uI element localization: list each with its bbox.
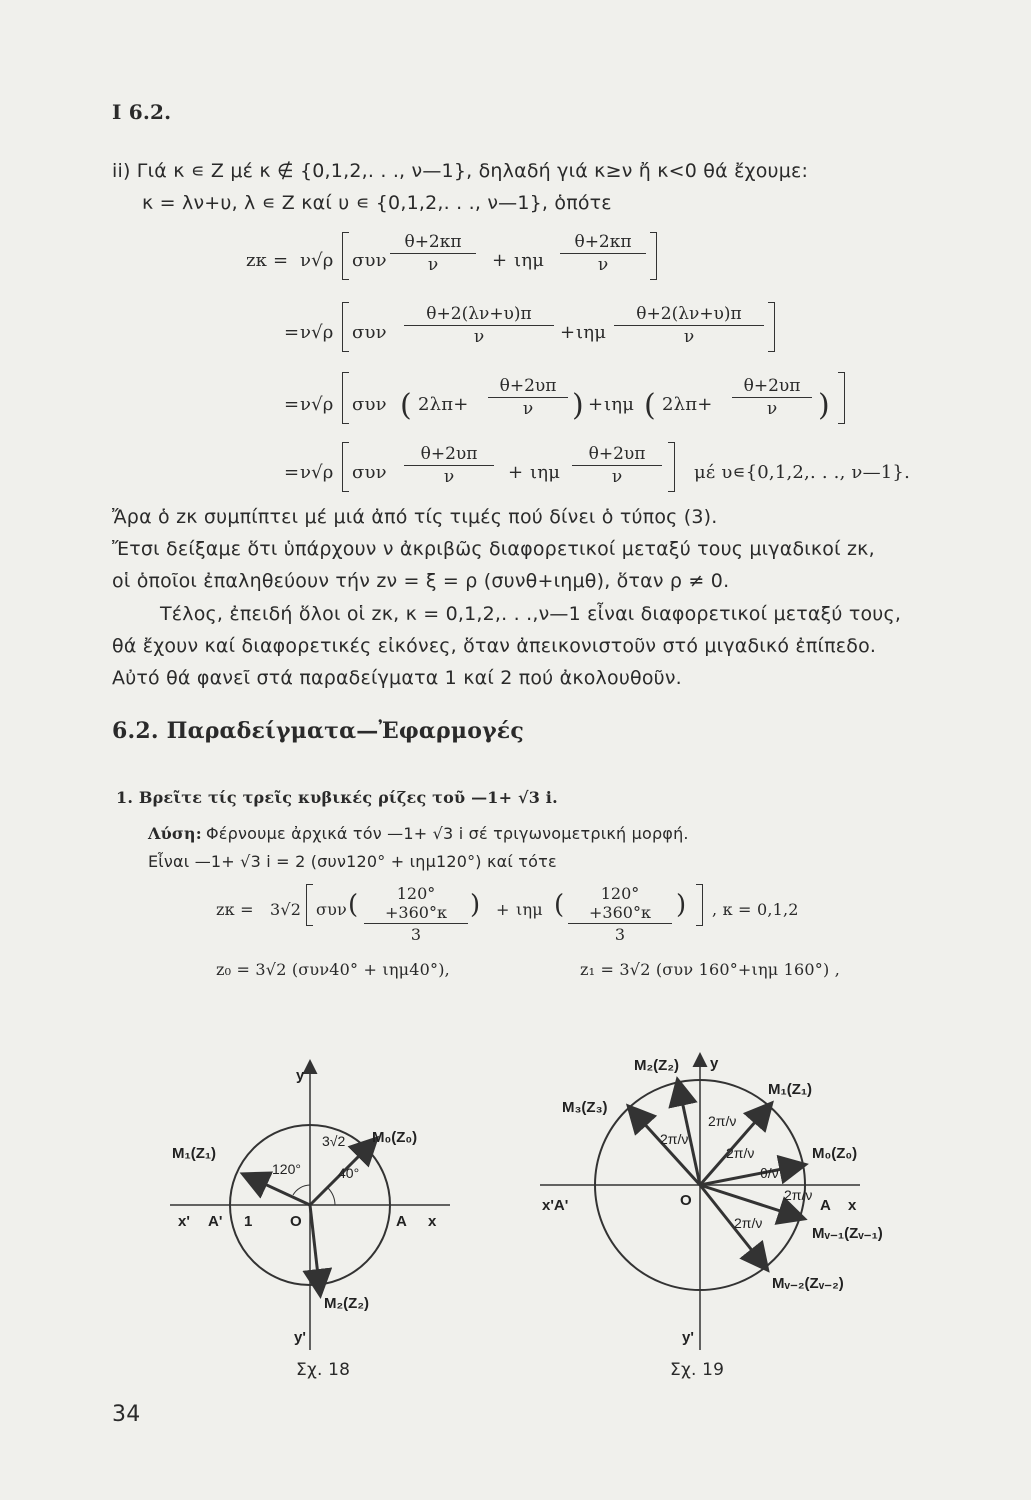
deriv-root-1: ν√ρ bbox=[300, 250, 334, 271]
plus-sign: + bbox=[496, 900, 510, 919]
fraction-2a: $\frac{\theta+2(\lambda\nu+\upsilon)\pi}{\nu}$ bbox=[404, 304, 554, 347]
bracket-right bbox=[650, 232, 657, 280]
bracket-right bbox=[838, 372, 845, 424]
deriv-eq-4: = bbox=[284, 462, 300, 483]
deriv-cos-3: συν bbox=[352, 394, 387, 415]
deriv-root-3: ν√ρ bbox=[300, 394, 334, 415]
fraction-ex-a: $\frac{120^\circ+360^\circ\kappa}{3}$ bbox=[364, 884, 468, 944]
deriv-plus-2: + bbox=[560, 322, 576, 343]
fraction-1a: $\frac{\theta+2\kappa\pi}{\nu}$ bbox=[390, 232, 476, 275]
paren-open: ( bbox=[348, 890, 359, 920]
bracket-left bbox=[342, 232, 349, 280]
deriv-pre-3a: 2λπ+ bbox=[418, 394, 469, 415]
bracket-left bbox=[342, 442, 349, 492]
deriv-root-2: ν√ρ bbox=[300, 322, 334, 343]
bracket-left bbox=[306, 884, 313, 926]
label-mv1: Mᵥ₋₁(Zᵥ₋₁) bbox=[812, 1225, 883, 1242]
k-range: , κ = 0,1,2 bbox=[712, 900, 799, 919]
label-x-prime: x'A' bbox=[542, 1197, 569, 1214]
label-m1: M₁(Z₁) bbox=[768, 1081, 813, 1098]
para-line-6: Αὐτό θά φανεῖ στά παραδείγματα 1 καί 2 πού ἀκολουθοῦν. bbox=[112, 667, 682, 689]
paren-close: ) bbox=[470, 890, 481, 920]
label-angle-40: 40° bbox=[338, 1165, 360, 1181]
paren-open: ( bbox=[644, 388, 656, 423]
label-origin: O bbox=[680, 1192, 692, 1209]
label-y-prime: y' bbox=[294, 1329, 306, 1346]
paren-open: ( bbox=[554, 890, 565, 920]
example-title: 1. Βρεῖτε τίς τρεῖς κυβικές ρίζες τοῦ —1+ √3 i. bbox=[116, 788, 558, 807]
deriv-sin-1: ιημ bbox=[514, 250, 545, 271]
label-theta: θ/ν bbox=[760, 1165, 779, 1181]
label-x: x bbox=[848, 1197, 857, 1214]
para-line-3: οἱ ὁποῖοι ἐπαληθεύουν τήν zν = ξ = ρ (συνθ+ιημθ), ὅταν ρ ≠ 0. bbox=[112, 570, 730, 592]
vector-m1 bbox=[245, 1175, 310, 1205]
label-root: 3√2 bbox=[322, 1133, 346, 1149]
label-m0: M₀(Z₀) bbox=[812, 1145, 858, 1162]
deriv-eq-3: = bbox=[284, 394, 300, 415]
z0-value: z₀ = 3√2 (συν40° + ιημ40°), bbox=[216, 960, 450, 979]
label-angle: 2π/ν bbox=[726, 1145, 755, 1161]
sin-word: ιημ bbox=[516, 900, 543, 919]
para-line-4: Τέλος, ἐπειδή ὅλοι οἱ zκ, κ = 0,1,2,. . .,ν—1 εἶναι διαφορετικοί μεταξύ τους, bbox=[160, 603, 902, 625]
label-y: y bbox=[296, 1067, 305, 1084]
deriv-plus-1: + bbox=[492, 250, 508, 271]
para-line-1: Ἄρα ὁ zκ συμπίπτει μέ μιά ἀπό τίς τιμές πού δίνει ὁ τύπος (3). bbox=[112, 506, 718, 528]
label-m2: M₂(Z₂) bbox=[634, 1057, 679, 1074]
label-angle: 2π/ν bbox=[734, 1215, 763, 1231]
para-line-2: Ἔτσι δείξαμε ὅτι ὑπάρχουν ν ἀκριβῶς διαφορετικοί μεταξύ τους μιγαδικοί zκ, bbox=[112, 538, 875, 560]
label-m2: M₂(Z₂) bbox=[324, 1295, 369, 1312]
deriv-pre-3b: 2λπ+ bbox=[662, 394, 713, 415]
figure-18 bbox=[160, 1050, 460, 1350]
fraction-ex-b: $\frac{120^\circ+360^\circ\kappa}{3}$ bbox=[568, 884, 672, 944]
intro-line-1: ii) Γιά κ ∊ Z μέ κ ∉ {0,1,2,. . ., ν—1}, δηλαδή γιά κ≥ν ἤ κ<0 θά ἔχουμε: bbox=[112, 160, 809, 182]
label-origin: O bbox=[290, 1213, 302, 1230]
paren-close: ) bbox=[818, 388, 830, 423]
einai-line: Εἶναι —1+ √3 i = 2 (συν120° + ιημ120°) καί τότε bbox=[148, 852, 557, 871]
bracket-left bbox=[342, 302, 349, 352]
label-y: y bbox=[710, 1055, 719, 1072]
cube-root: 3√2 bbox=[270, 900, 302, 919]
deriv-cos-4: συν bbox=[352, 462, 387, 483]
label-y-prime: y' bbox=[682, 1329, 694, 1346]
fraction-4b: $\frac{\theta+2\upsilon\pi}{\nu}$ bbox=[572, 444, 662, 487]
label-mv2: Mᵥ₋₂(Zᵥ₋₂) bbox=[772, 1275, 844, 1292]
label-angle: 2π/ν bbox=[660, 1131, 689, 1147]
deriv-sin-3: ιημ bbox=[604, 394, 635, 415]
bracket-left bbox=[342, 372, 349, 424]
deriv-cos-1: συν bbox=[352, 250, 387, 271]
paren-close: ) bbox=[676, 890, 687, 920]
label-angle: 2π/ν bbox=[784, 1187, 813, 1203]
deriv-root-4: ν√ρ bbox=[300, 462, 334, 483]
label-a: A bbox=[820, 1197, 831, 1214]
fraction-3b: $\frac{\theta+2\upsilon\pi}{\nu}$ bbox=[732, 376, 812, 419]
section-title: 6.2. Παραδείγματα—Ἐφαρμογές bbox=[112, 718, 524, 744]
page-number: 34 bbox=[112, 1402, 141, 1427]
label-m1: M₁(Z₁) bbox=[172, 1145, 217, 1162]
label-a-prime: A' bbox=[208, 1213, 223, 1230]
bracket-right bbox=[696, 884, 703, 926]
label-a: A bbox=[396, 1213, 407, 1230]
paren-open: ( bbox=[400, 388, 412, 423]
deriv-plus-4: + bbox=[508, 462, 524, 483]
figure-19-caption: Σχ. 19 bbox=[670, 1360, 725, 1380]
label-m0: M₀(Z₀) bbox=[372, 1129, 418, 1146]
deriv-cos-2: συν bbox=[352, 322, 387, 343]
label-one: 1 bbox=[244, 1213, 253, 1230]
bracket-right bbox=[668, 442, 675, 492]
deriv-sin-2: ιημ bbox=[576, 322, 607, 343]
label-angle: 2π/ν bbox=[708, 1113, 737, 1129]
cos-word: συν bbox=[316, 900, 347, 919]
label-m3: M₃(Z₃) bbox=[562, 1099, 608, 1116]
vector-m2 bbox=[310, 1205, 320, 1293]
solution-text: Φέρνουμε ἀρχικά τόν —1+ √3 i σέ τριγωνομετρική μορφή. bbox=[206, 824, 689, 843]
figure-18-caption: Σχ. 18 bbox=[296, 1360, 351, 1380]
section-header: Ι 6.2. bbox=[112, 100, 172, 124]
figure-19 bbox=[530, 1050, 910, 1350]
zk-lhs: zκ = bbox=[216, 900, 254, 919]
deriv-plus-3: + bbox=[588, 394, 604, 415]
deriv-sin-4: ιημ bbox=[530, 462, 561, 483]
fraction-4a: $\frac{\theta+2\upsilon\pi}{\nu}$ bbox=[404, 444, 494, 487]
deriv-lhs: zκ = bbox=[246, 250, 289, 271]
solution-label: Λύση: bbox=[148, 824, 202, 843]
fraction-3a: $\frac{\theta+2\upsilon\pi}{\nu}$ bbox=[488, 376, 568, 419]
bracket-right bbox=[768, 302, 775, 352]
fraction-1b: $\frac{\theta+2\kappa\pi}{\nu}$ bbox=[560, 232, 646, 275]
fraction-2b: $\frac{\theta+2(\lambda\nu+\upsilon)\pi}{\nu}$ bbox=[614, 304, 764, 347]
angle-120-arc bbox=[293, 1185, 310, 1195]
para-line-5: θά ἔχουν καί διαφορετικές εἰκόνες, ὅταν ἀπεικονιστοῦν στό μιγαδικό ἐπίπεδο. bbox=[112, 635, 877, 657]
deriv-eq-2: = bbox=[284, 322, 300, 343]
intro-line-2: κ = λν+υ, λ ∊ Z καί υ ∊ {0,1,2,. . ., ν—1}, ὁπότε bbox=[142, 192, 612, 214]
angle-40-arc bbox=[328, 1188, 335, 1205]
paren-close: ) bbox=[572, 388, 584, 423]
label-x: x bbox=[428, 1213, 437, 1230]
z1-value: z₁ = 3√2 (συν 160°+ιημ 160°) , bbox=[580, 960, 841, 979]
label-angle-120: 120° bbox=[272, 1161, 301, 1177]
deriv-tail: μέ υ∊{0,1,2,. . ., ν—1}. bbox=[694, 462, 911, 483]
label-x-prime: x' bbox=[178, 1213, 190, 1230]
